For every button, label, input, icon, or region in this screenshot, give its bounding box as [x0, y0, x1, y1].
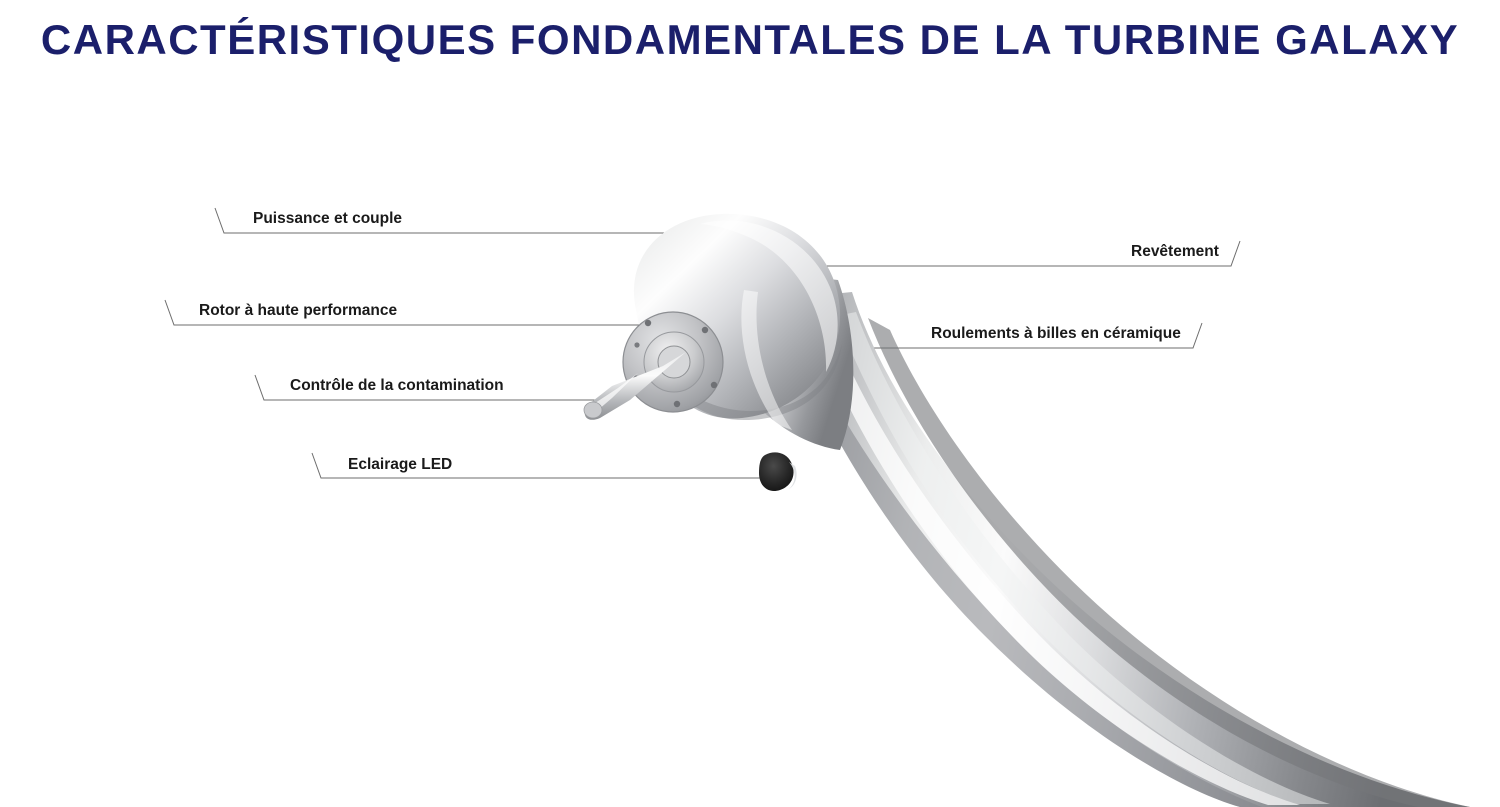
page-title: CARACTÉRISTIQUES FONDAMENTALES DE LA TURBINE GALAXY [40, 16, 1460, 63]
callout-contamination-control[interactable]: Contrôle de la contamination [290, 377, 504, 394]
callout-high-performance-rotor[interactable]: Rotor à haute performance [199, 302, 398, 319]
callout-ceramic-ball-bearings[interactable]: Roulements à billes en céramique [931, 325, 1181, 342]
callout-power-torque[interactable]: Puissance et couple [253, 210, 403, 227]
cap-screw [674, 401, 680, 407]
cap-screw [711, 382, 717, 388]
callout-led-lighting[interactable]: Eclairage LED [348, 456, 453, 473]
handpiece-body [584, 214, 1470, 807]
callout-coating[interactable]: Revêtement [1131, 243, 1219, 260]
led-window [759, 452, 797, 491]
cap-screw [702, 327, 708, 333]
cap-screw [634, 342, 639, 347]
cap-screw [645, 320, 651, 326]
